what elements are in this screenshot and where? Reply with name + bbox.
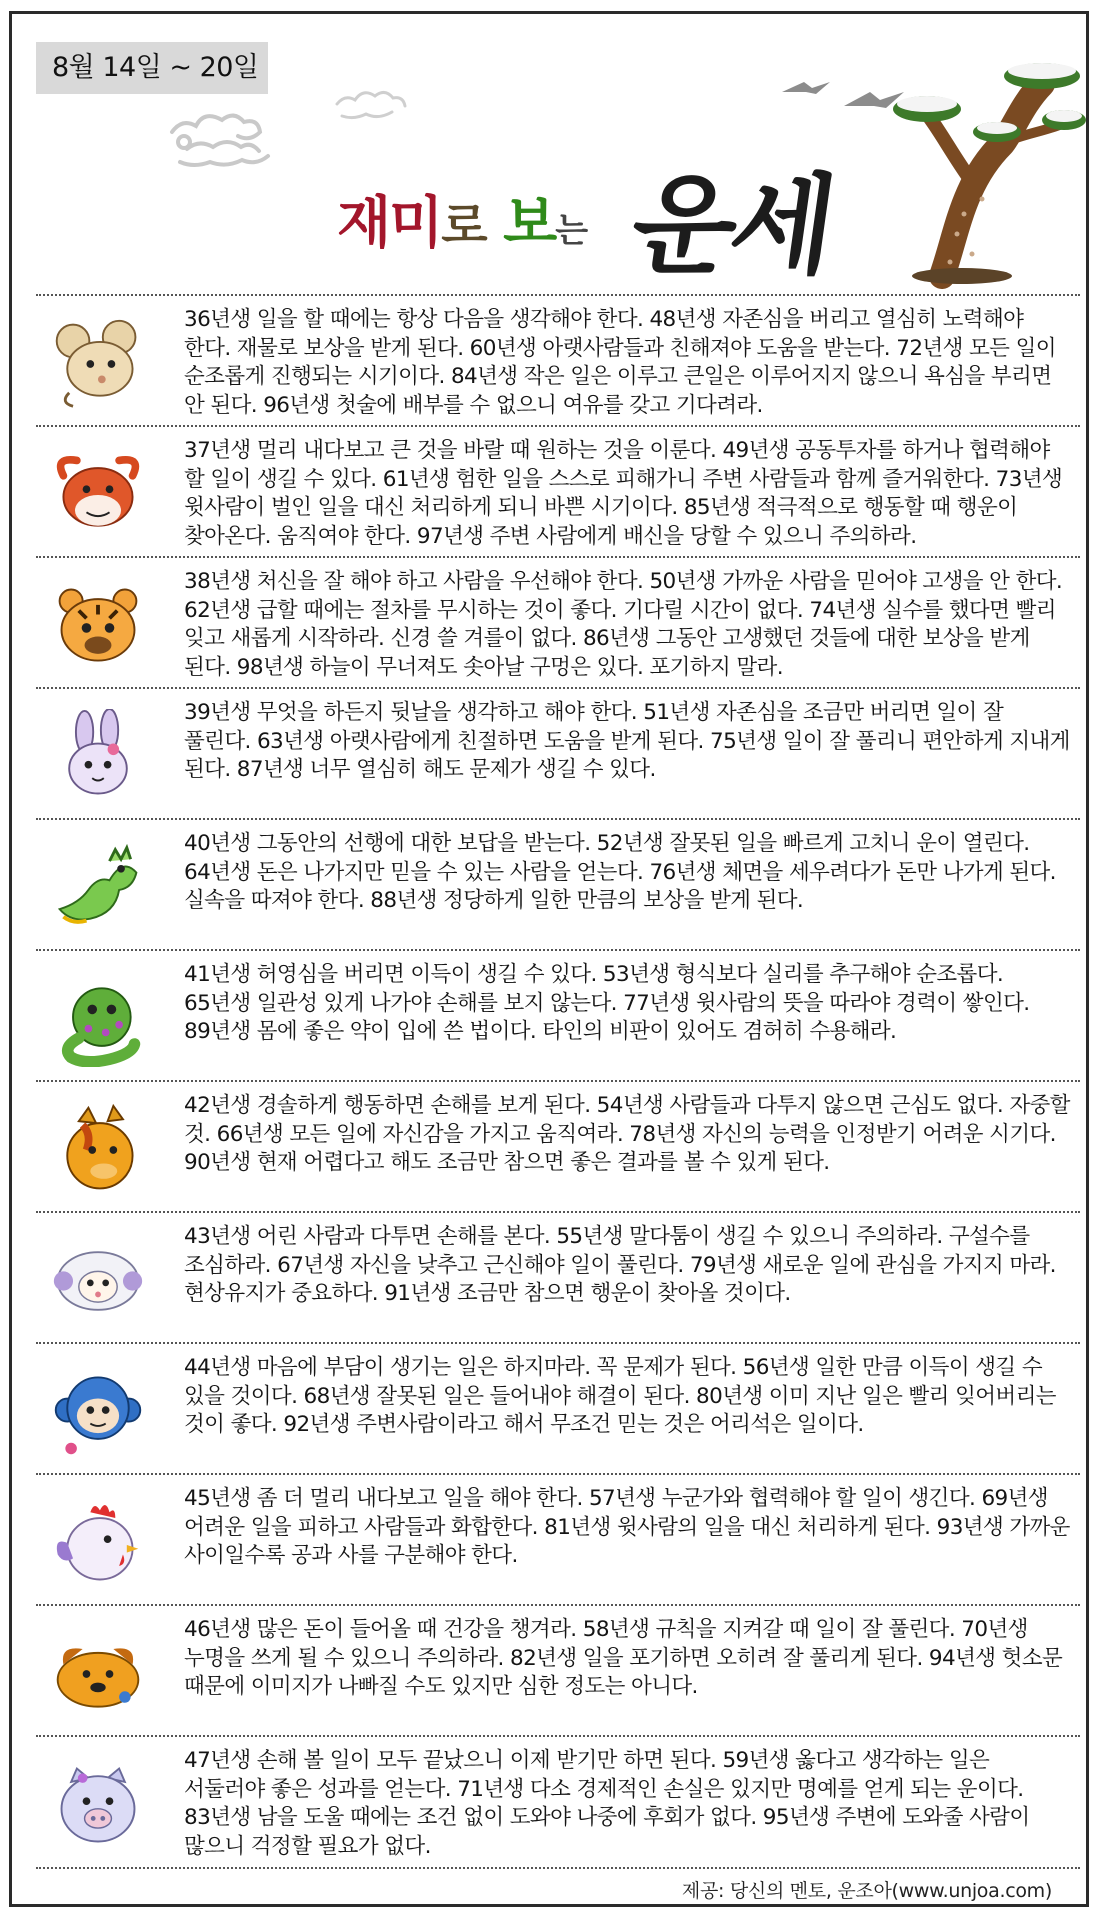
fortune-text: 47년생 손해 볼 일이 모두 끝났으니 이제 받기만 하면 된다. 59년생 옳다고 생각하는 일은 서둘러야 좋은 성과를 얻는다. 71년생 다소 경제적인 손실은 있지만 명예를 얻게 되는 운이다. 83년생 남을 도울 때에는 조건 없이 도와야 나중에 후회가 없다. 95년생 주변에 도와줄 사람이 많으니 걱정할 필요가 없다.: [184, 1748, 1030, 1859]
list-item: [36, 425, 1080, 556]
divider: [36, 1867, 1080, 1869]
list-item: [36, 1211, 1080, 1342]
list-item: [36, 1735, 1080, 1866]
title-part: 로: [441, 198, 486, 254]
fortune-text: 37년생 멀리 내다보고 큰 것을 바랄 때 원하는 것을 이룬다. 49년생 공동투자를 하거나 협력해야 할 일이 생길 수 있다. 61년생 험한 일을 스스로 피해가니 주변 사람들과 함께 즐거워한다. 73년생 윗사람이 벌인 일을 대신 처리하게 되니 바쁜 시기이다. 85년생 적극적으로 행동할 때 행운이 찾아온다. 움직여야 한다. 97년생 주변 사람에게 배신을 당할 수 있으니 주의하라.: [184, 438, 1063, 549]
fortune-text: 40년생 그동안의 선행에 대한 보답을 받는다. 52년생 잘못된 일을 빠르게 고치니 운이 열린다. 64년생 돈은 나가지만 믿을 수 있는 사람을 얻는다. 76년생 체면을 세우려다가 돈만 나가게 된다. 실속을 따져야 한다. 88년생 정당하게 일한 만큼의 보상을 받게 된다.: [184, 831, 1056, 913]
rooster-icon: [50, 1495, 146, 1591]
tiger-icon: [50, 578, 146, 674]
fortune-panel: [9, 11, 1089, 1907]
list-item: [36, 1473, 1080, 1604]
list-item: [36, 1604, 1080, 1735]
fortune-text: 44년생 마음에 부담이 생기는 일은 하지마라. 꼭 문제가 된다. 56년생 일한 만큼 이득이 생길 수 있을 것이다. 68년생 잘못된 일은 들어내야 해결이 된다. 80년생 이미 지난 일은 빨리 잊어버리는 것이 좋다. 92년생 주변사람이라고 해서 무조건 믿는 것은 어리석은 일이다.: [184, 1355, 1056, 1437]
rabbit-icon: [50, 709, 146, 805]
page-title: [337, 179, 586, 259]
title-part: 재미: [337, 191, 442, 256]
fortune-text: 39년생 무엇을 하든지 뒷날을 생각하고 해야 한다. 51년생 자존심을 조금만 버리면 일이 잘 풀린다. 63년생 아랫사람에게 친절하면 도움을 받게 된다. 75년생 일이 잘 풀리니 편안하게 지내게 된다. 87년생 너무 열심히 해도 문제가 생길 수 있다.: [184, 700, 1070, 782]
fortune-text: 42년생 경솔하게 행동하면 손해를 보게 된다. 54년생 사람들과 다투지 않으면 근심도 없다. 자중할 것. 66년생 모든 일에 자신감을 가지고 움직여라. 78년생 자신의 능력을 인정받기 어려운 시기다. 90년생 현재 어렵다고 해도 조금만 참으면 좋은 결과를 볼 수 있게 된다.: [184, 1093, 1070, 1175]
monkey-icon: [50, 1364, 146, 1460]
fortune-text: 45년생 좀 더 멀리 내다보고 일을 해야 한다. 57년생 누군가와 협력해야 할 일이 생긴다. 69년생 어려운 일을 피하고 사람들과 화합한다. 81년생 윗사람의 일을 대신 처리하게 된다. 93년생 가까운 사이일수록 공과 사를 구분해야 한다.: [184, 1486, 1070, 1568]
source-credit: 제공: 당신의 멘토, 운조아(www.unjoa.com): [681, 1880, 1052, 1902]
fortune-text: 41년생 허영심을 버리면 이득이 생길 수 있다. 53년생 형식보다 실리를 추구해야 순조롭다. 65년생 일관성 있게 나가야 손해를 보지 않는다. 77년생 윗사람의 뜻을 따라야 경력이 쌓인다. 89년생 몸에 좋은 약이 입에 쓴 법이다. 타인의 비판이 있어도 겸허히 수용해라.: [184, 962, 1030, 1044]
pig-icon: [50, 1757, 146, 1853]
snake-icon: [50, 971, 146, 1067]
rat-icon: [50, 316, 146, 412]
fortune-text: 36년생 일을 할 때에는 항상 다음을 생각해야 한다. 48년생 자존심을 버리고 열심히 노력해야 한다. 재물로 보상을 받게 된다. 60년생 아랫사람들과 친해져야 도움을 받는다. 72년생 모든 일이 순조롭게 진행되는 시기이다. 84년생 작은 일은 이루고 큰일은 이루어지지 않으니 욕심을 부리면 안 된다. 96년생 첫술에 배부를 수 없으니 여유를 갖고 기다려라.: [184, 307, 1056, 418]
list-item: [36, 556, 1080, 687]
dog-icon: [50, 1626, 146, 1722]
list-item: [36, 949, 1080, 1080]
ox-icon: [50, 447, 146, 543]
list-item: [36, 687, 1080, 818]
dragon-icon: [50, 840, 146, 936]
fortune-text: 38년생 처신을 잘 해야 하고 사람을 우선해야 한다. 50년생 가까운 사람을 믿어야 고생을 안 한다. 62년생 급할 때에는 절차를 무시하는 것이 좋다. 기다릴 시간이 없다. 74년생 실수를 했다면 빨리 잊고 새롭게 시작하라. 신경 쓸 겨를이 없다. 86년생 그동안 고생했던 것들에 대한 보상을 받게 된다. 98년생 하늘이 무너져도 솟아날 구멍은 있다. 포기하지 말라.: [184, 569, 1063, 680]
fortune-text: 46년생 많은 돈이 들어올 때 건강을 챙겨라. 58년생 규칙을 지켜갈 때 일이 잘 풀린다. 70년생 누명을 쓰게 될 수 있으니 주의하라. 82년생 일을 포기하면 오히려 잘 풀리게 된다. 94년생 헛소문 때문에 이미지가 나빠질 수도 있지만 심한 정도는 아니다.: [184, 1617, 1063, 1699]
list-item: [36, 818, 1080, 949]
zodiac-fortune-list: [36, 294, 1080, 1866]
cloud-icon: [172, 115, 268, 165]
horse-icon: [50, 1102, 146, 1198]
sheep-icon: [50, 1233, 146, 1329]
list-item: [36, 294, 1080, 425]
date-range-label: 8월 14일 ~ 20일: [36, 42, 268, 94]
pine-tree-icon: [893, 63, 1086, 284]
title-part: 보: [503, 191, 556, 256]
title-part: 는: [555, 211, 587, 251]
cloud-icon: [337, 92, 405, 117]
fortune-text: 43년생 어린 사람과 다투면 손해를 본다. 55년생 말다툼이 생길 수 있으니 주의하라. 구설수를 조심하라. 67년생 자신을 낮추고 근신해야 일이 풀린다. 79년생 새로운 일에 관심을 가지지 마라. 현상유지가 중요하다. 91년생 조금만 참으면 행운이 찾아올 것이다.: [184, 1224, 1056, 1306]
list-item: [36, 1080, 1080, 1211]
bird-icon: [782, 82, 904, 108]
title-calligraphy: 운세: [623, 163, 839, 289]
list-item: [36, 1342, 1080, 1473]
